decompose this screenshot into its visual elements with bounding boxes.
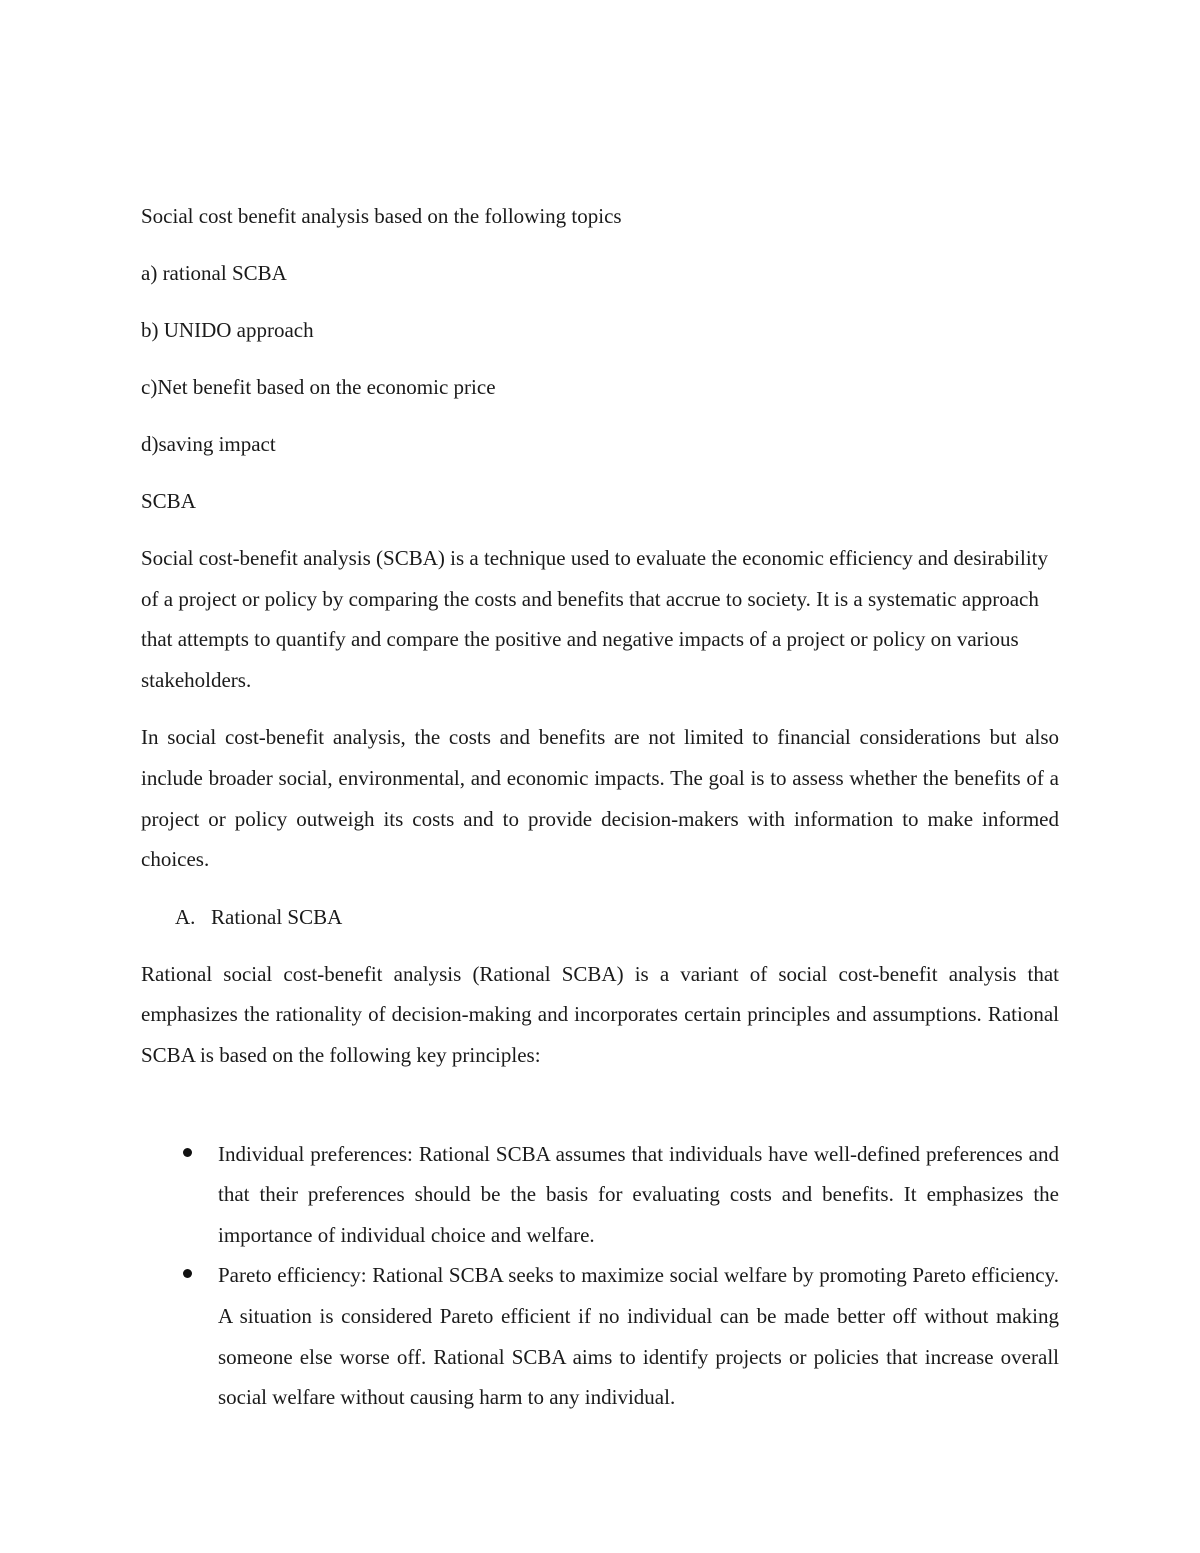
- principle-text: Individual preferences: Rational SCBA assumes that individuals have well-defined preferences and that their preferences should be the basis for evaluating costs and benefits. It emphasizes the importance of individual choice and welfare.: [218, 1141, 1059, 1247]
- topic-item-c: c)Net benefit based on the economic price: [141, 375, 496, 399]
- rational-scba-paragraph: Rational social cost-benefit analysis (Rational SCBA) is a variant of social cost-benefit analysis that emphasizes the rationality of decision-making and incorporates certain principles and assumptions. Rational SCBA is based on the following key principles:: [141, 961, 1059, 1067]
- list-item: [141, 1134, 1059, 1256]
- topic-item-a: a) rational SCBA: [141, 261, 287, 285]
- rational-scba-heading: [175, 897, 1059, 937]
- principle-text: Pareto efficiency: Rational SCBA seeks to maximize social welfare by promoting Pareto efficiency. A situation is considered Pareto efficient if no individual can be made better off without making someone else worse off. Rational SCBA aims to identify projects or policies that increase overall social welfare without causing harm to any individual.: [218, 1263, 1059, 1410]
- bullet-dot-icon: [183, 1269, 192, 1278]
- document-title: Social cost benefit analysis based on the following topics: [141, 204, 622, 228]
- scba-paragraph-1: Social cost-benefit analysis (SCBA) is a technique used to evaluate the economic efficiency and desirability of a project or policy by comparing the costs and benefits that accrue to society. It is a systematic approach that attempts to quantify and compare the positive and negative impacts of a project or policy on various stakeholders.: [141, 546, 1048, 692]
- bullet-dot-icon: [183, 1148, 192, 1157]
- topic-item-d: d)saving impact: [141, 432, 276, 456]
- scba-paragraph-2: In social cost-benefit analysis, the costs and benefits are not limited to financial considerations but also include broader social, environmental, and economic impacts. The goal is to assess whether the benefits of a project or policy outweigh its costs and to provide decision-makers with information to make informed choices.: [141, 725, 1059, 872]
- scba-heading: SCBA: [141, 489, 196, 513]
- topic-item-b: b) UNIDO approach: [141, 318, 314, 342]
- principles-list: [141, 1134, 1059, 1418]
- document-page: [141, 196, 1059, 1418]
- rational-scba-marker: A.: [175, 904, 196, 929]
- list-item: [141, 1255, 1059, 1417]
- rational-scba-heading-text: Rational SCBA: [211, 904, 343, 929]
